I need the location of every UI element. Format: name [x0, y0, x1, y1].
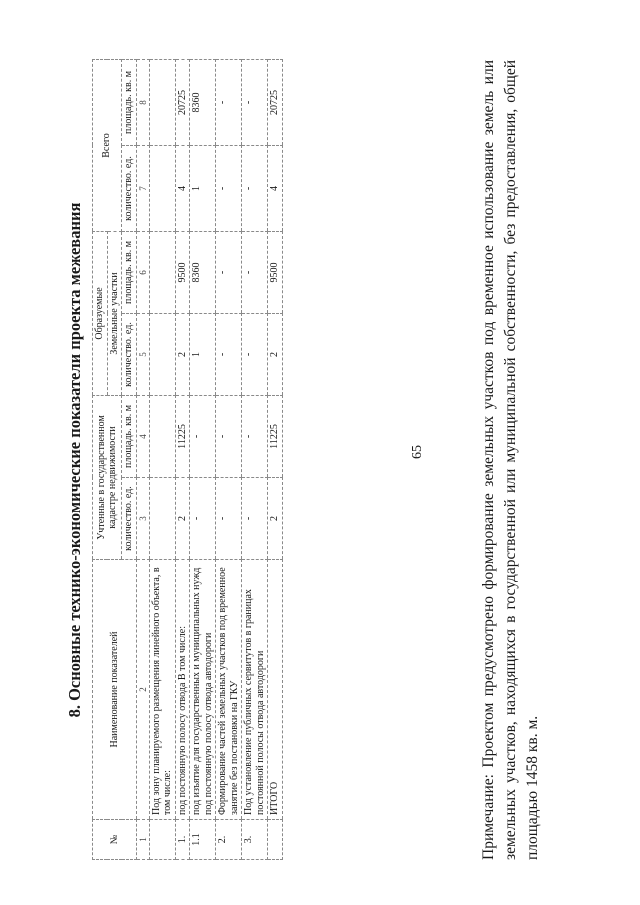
header-name: Наименование показателей [93, 560, 137, 820]
page-number: 65 [410, 445, 425, 459]
header-row-1 [93, 59, 108, 859]
rotated-content [58, 50, 578, 870]
row-number: 1.1 [190, 820, 216, 860]
cell-registered-count: - [242, 478, 268, 560]
cell-formed-count [149, 313, 175, 395]
header-count: количество. ед. [122, 313, 137, 395]
cell-formed-area: 8360 [190, 231, 216, 313]
cell-formed-count: 1 [190, 313, 216, 395]
cell-total-count: - [242, 145, 268, 231]
row-number: 1. [175, 820, 190, 860]
total-row [268, 59, 283, 859]
header-land-plots: Земельные участки [107, 231, 122, 395]
row-name: Под зону планируемого размещения линейного объекта, в том числе: [149, 560, 175, 820]
column-number: 1 [136, 820, 149, 860]
cell-formed-count: 2 [268, 313, 283, 395]
column-number: 6 [136, 231, 149, 313]
cell-registered-area: - [242, 395, 268, 477]
cell-formed-area: - [242, 231, 268, 313]
indicators-table [92, 59, 283, 860]
column-number: 4 [136, 395, 149, 477]
row-number: 3. [242, 820, 268, 860]
cell-total-count [149, 145, 175, 231]
cell-registered-area [149, 395, 175, 477]
cell-formed-count: - [242, 313, 268, 395]
note-first-line: Примечание: Проектом предусмотрено формирование земельных участков под временное использование земель [480, 90, 497, 860]
cell-total-count: 4 [268, 145, 283, 231]
column-number-row [136, 59, 149, 859]
row-name: ИТОГО [268, 560, 283, 820]
cell-total-area: 8360 [190, 59, 216, 145]
header-total: Всего [93, 59, 122, 231]
cell-formed-area: - [216, 231, 242, 313]
header-area: площадь. кв. м [122, 395, 137, 477]
cell-total-area: - [216, 59, 242, 145]
column-number: 7 [136, 145, 149, 231]
cell-total-area: 20725 [268, 59, 283, 145]
row-name: Формирование частей земельных участков под временное занятие без постановки на ГКУ [216, 560, 242, 820]
cell-formed-count: 2 [175, 313, 190, 395]
row-number [149, 820, 175, 860]
header-formed: Образуемые [93, 231, 108, 395]
cell-registered-count: 2 [268, 478, 283, 560]
cell-total-area [149, 59, 175, 145]
cell-registered-count: 2 [175, 478, 190, 560]
table-row [175, 59, 190, 859]
cell-registered-count [149, 478, 175, 560]
cell-registered-area: 11225 [175, 395, 190, 477]
cell-formed-area: 9500 [268, 231, 283, 313]
row-name: под постоянную полосу отвода В том числе: [175, 560, 190, 820]
cell-registered-area: - [190, 395, 216, 477]
cell-registered-count: - [190, 478, 216, 560]
cell-formed-area: 9500 [175, 231, 190, 313]
section-title: 8. Основные технико-экономические показатели проекта межевания [65, 202, 84, 718]
column-number: 2 [136, 560, 149, 820]
table-row [149, 59, 175, 859]
cell-formed-count: - [216, 313, 242, 395]
cell-total-count: - [216, 145, 242, 231]
header-area: площадь. кв. м [122, 59, 137, 145]
cell-registered-area: - [216, 395, 242, 477]
note-paragraph [478, 60, 544, 860]
header-registered: Учтенные в государственном кадастре недвижимости [93, 395, 122, 559]
cell-registered-area: 11225 [268, 395, 283, 477]
header-no: № [93, 820, 137, 860]
header-count: количество. ед. [122, 478, 137, 560]
table-row [242, 59, 268, 859]
cell-formed-area [149, 231, 175, 313]
header-area: площадь. кв. м [122, 231, 137, 313]
note-continuation: или земельных участков, находящихся в государственной или муниципальной собственности, без предоставления, общей площадью 1458 кв. м. [480, 60, 541, 860]
table-row [190, 59, 216, 859]
row-number [268, 820, 283, 860]
cell-total-count: 4 [175, 145, 190, 231]
header-count: количество. ед. [122, 145, 137, 231]
cell-registered-count: - [216, 478, 242, 560]
row-number: 2. [216, 820, 242, 860]
column-number: 5 [136, 313, 149, 395]
row-name: Под установление публичных сервитутов в границах постоянной полосы отвода автодороги [242, 560, 268, 820]
cell-total-count: 1 [190, 145, 216, 231]
table-row [216, 59, 242, 859]
column-number: 8 [136, 59, 149, 145]
cell-total-area: 20725 [175, 59, 190, 145]
column-number: 3 [136, 478, 149, 560]
row-name: под изъятие для государственных и муниципальных нужд под постоянную полосу отвода автодороги [190, 560, 216, 820]
cell-total-area: - [242, 59, 268, 145]
